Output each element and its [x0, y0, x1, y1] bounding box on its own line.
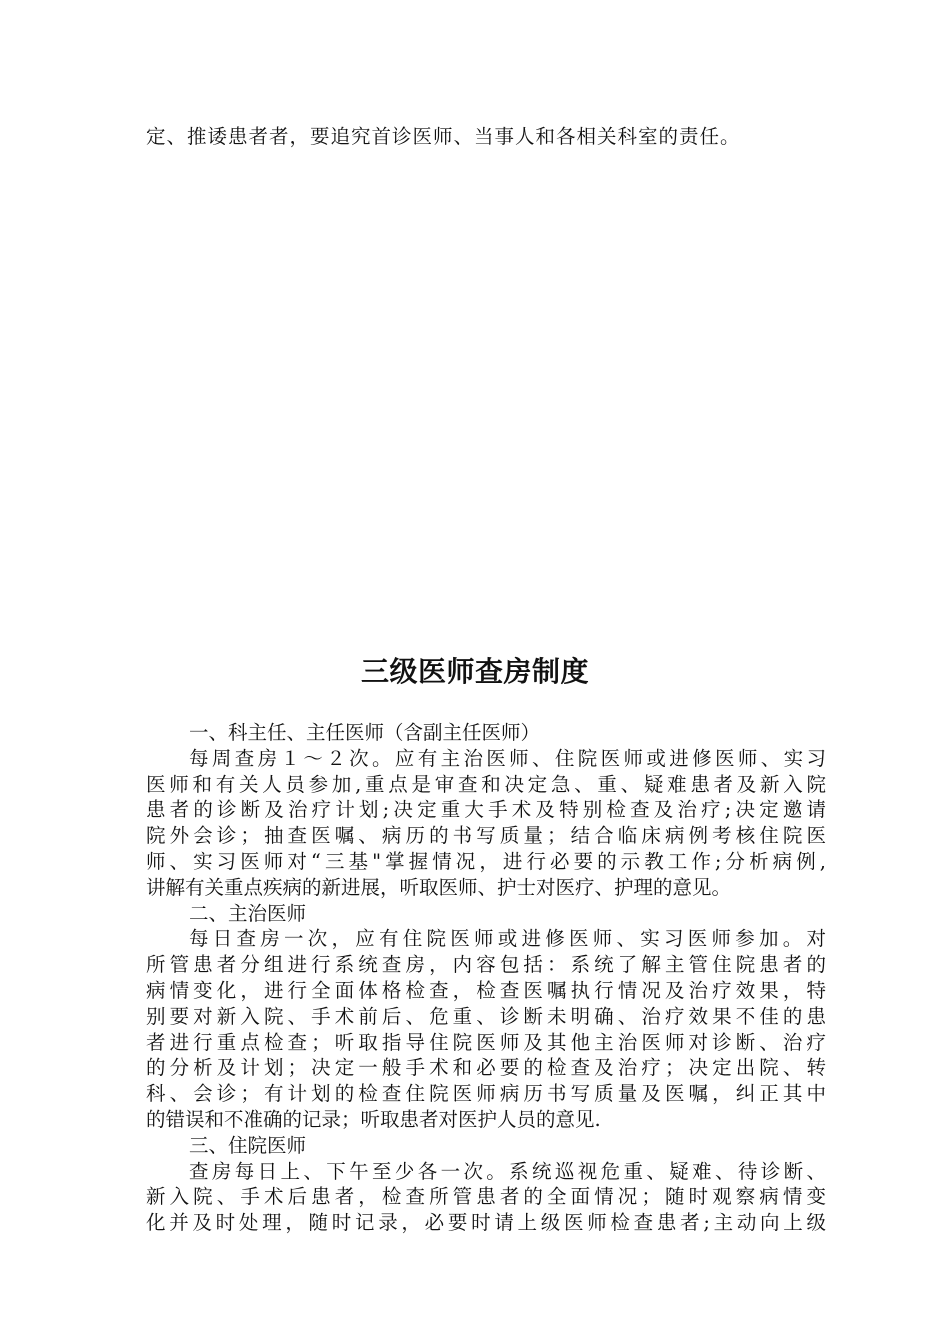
paragraph-line: 每日查房一次，应有住院医师或进修医师、实习医师参加。对: [189, 927, 826, 951]
paragraph-line: 的分析及计划；决定一般手术和必要的检查及治疗；决定出院、转: [146, 1056, 826, 1080]
paragraph-line: 所管患者分组进行系统查房，内容包括：系统了解主管住院患者的: [146, 953, 826, 977]
paragraph-line: 医师和有关人员参加,重点是审查和决定急、重、疑难患者及新入院: [146, 772, 826, 796]
paragraph-line: 的错误和不准确的记录；听取患者对医护人员的意见.: [146, 1107, 601, 1131]
paragraph-line: 科、会诊；有计划的检查住院医师病历书写质量及医嘱，纠正其中: [146, 1082, 826, 1106]
document-body: [146, 720, 826, 1236]
document-title: 三级医师查房制度: [360, 655, 589, 688]
section-heading-1: 一、科主任、主任医师（含副主任医师）: [189, 721, 541, 744]
paragraph-line: 病情变化，进行全面体格检查，检查医嘱执行情况及治疗效果，特: [146, 978, 826, 1002]
paragraph-line: 化并及时处理，随时记录，必要时请上级医师检查患者;主动向上级: [146, 1211, 826, 1235]
paragraph-line: 者进行重点检查；听取指导住院医师及其他主治医师对诊断、治疗: [146, 1030, 826, 1054]
continuation-paragraph: 定、推诿患者者，要追究首诊医师、当事人和各相关科室的责任。: [146, 125, 741, 148]
paragraph-line: 师、实习医师对“三基"掌握情况，进行必要的示教工作;分析病例,: [146, 849, 826, 873]
section-heading-2: 二、主治医师: [189, 901, 307, 925]
paragraph-line: 查房每日上、下午至少各一次。系统巡视危重、疑难、待诊断、: [189, 1159, 826, 1183]
section-heading-3: 三、住院医师: [189, 1133, 307, 1157]
paragraph-line: 新入院、手术后患者，检查所管患者的全面情况；随时观察病情变: [146, 1185, 826, 1209]
paragraph-line: 院外会诊；抽查医嘱、病历的书写质量；结合临床病例考核住院医: [146, 824, 826, 848]
paragraph-line: 患者的诊断及治疗计划;决定重大手术及特别检查及治疗;决定邀请: [146, 798, 826, 822]
paragraph-line: 别要对新入院、手术前后、危重、诊断未明确、治疗效果不佳的患: [146, 1004, 826, 1028]
paragraph-line: 每周查房１～２次。应有主治医师、住院医师或进修医师、实习: [189, 746, 826, 770]
paragraph-line: 讲解有关重点疾病的新进展，听取医师、护士对医疗、护理的意见。: [146, 875, 732, 899]
